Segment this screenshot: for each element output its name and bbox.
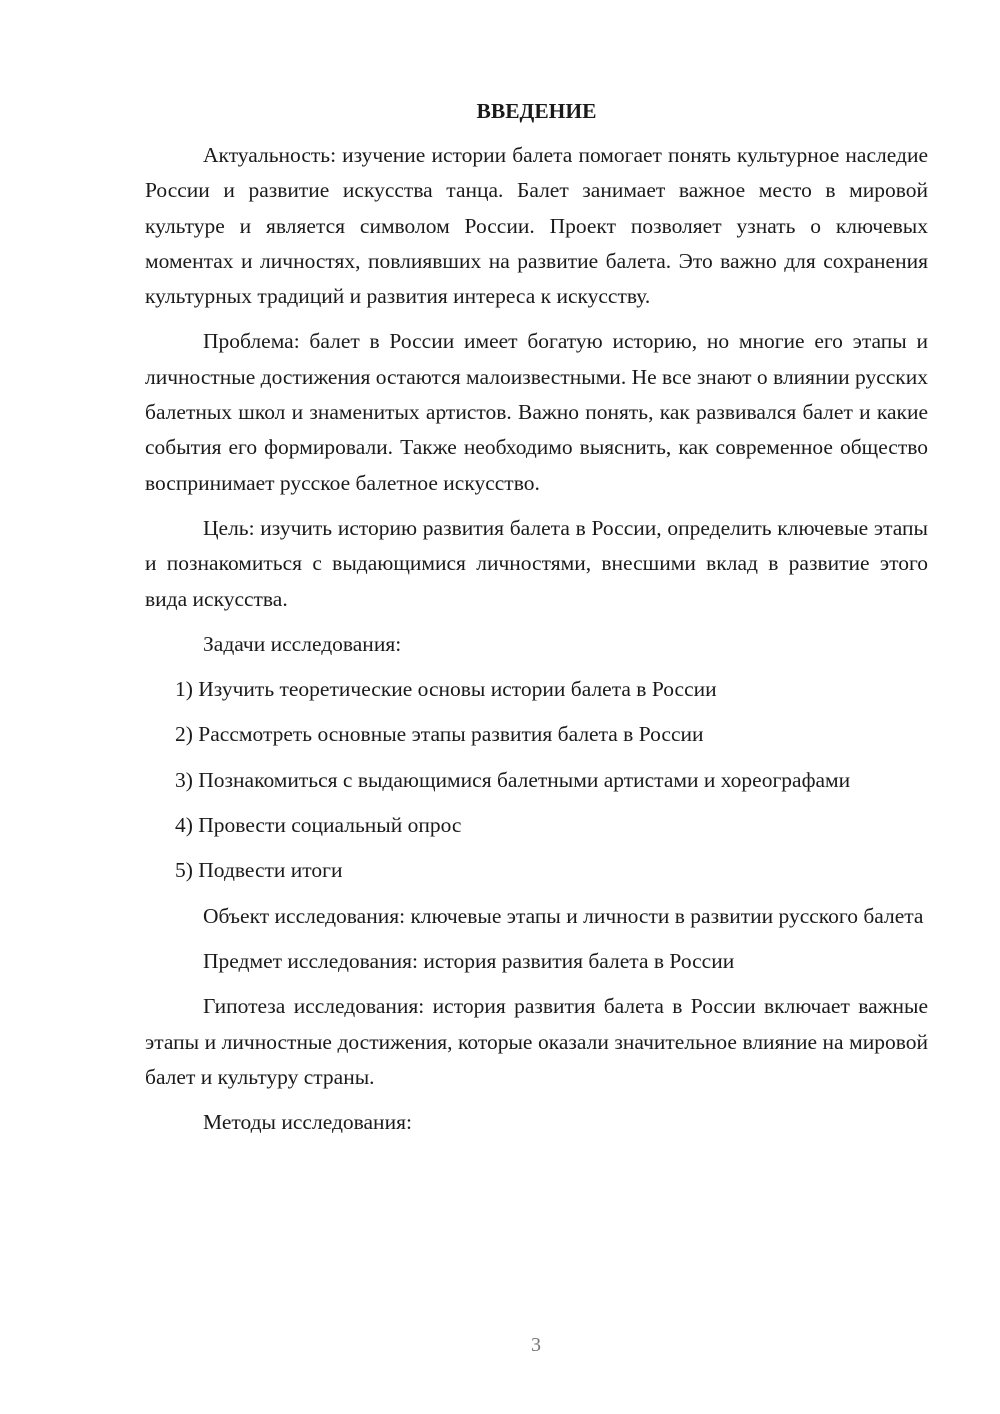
page-content	[145, 96, 928, 1150]
section-title: ВВЕДЕНИЕ	[476, 99, 597, 123]
relevance-paragraph: Актуальность: изучение истории балета помогает понять культурное наследие России и развитие искусства танца. Балет занимает важное место в мировой культуре и является символом России. Проект позволяет узнать о ключевых моментах и личностях, повлиявших на развитие балета. Это важно для сохранения культурных традиций и развития интереса к искусству.	[145, 143, 928, 309]
hypothesis-paragraph: Гипотеза исследования: история развития балета в России включает важные этапы и личностные достижения, которые оказали значительное влияние на мировой балет и культуру страны.	[145, 994, 928, 1089]
task-item-2: 2) Рассмотреть основные этапы развития балета в России	[175, 722, 704, 747]
task-item-4: 4) Провести социальный опрос	[175, 813, 462, 838]
tasks-heading: Задачи исследования:	[203, 631, 402, 656]
methods-heading: Методы исследования:	[203, 1110, 412, 1135]
problem-paragraph: Проблема: балет в России имеет богатую историю, но многие его этапы и личностные достижения остаются малоизвестными. Не все знают о влиянии русских балетных школ и знаменитых артистов. Важно понять, как развивался балет и какие события его формировали. Также необходимо выяснить, как современное общество воспринимает русское балетное искусство.	[145, 329, 928, 495]
object-paragraph: Объект исследования: ключевые этапы и личности в развитии русского балета	[203, 903, 924, 928]
subject-paragraph: Предмет исследования: история развития балета в России	[203, 948, 735, 973]
task-item-1: 1) Изучить теоретические основы истории балета в России	[175, 677, 717, 702]
goal-paragraph: Цель: изучить историю развития балета в России, определить ключевые этапы и познакомиться с выдающимися личностями, внесшими вклад в развитие этого вида искусства.	[145, 515, 928, 611]
task-item-5: 5) Подвести итоги	[175, 858, 343, 883]
task-item-3: 3) Познакомиться с выдающимися балетными артистами и хореографами	[175, 767, 851, 792]
page-number: 3	[531, 1334, 541, 1356]
